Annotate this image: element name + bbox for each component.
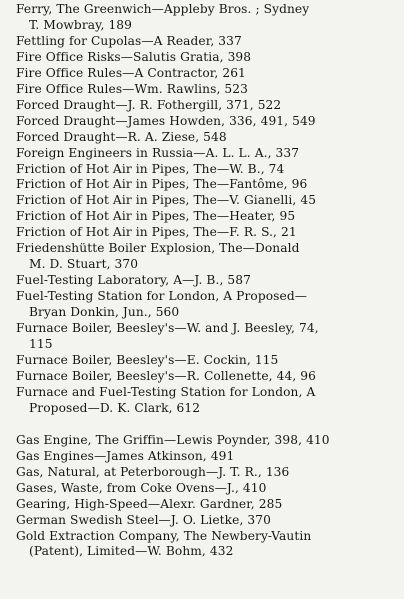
index-entry bbox=[16, 449, 400, 465]
index-entry bbox=[16, 193, 400, 209]
index-entry bbox=[16, 497, 400, 513]
entry-text: Furnace and Fuel-Testing Station for London, A bbox=[16, 384, 316, 399]
entry-text: Friction of Hot Air in Pipes, The—V. Gianelli, 45 bbox=[16, 193, 317, 208]
index-entry bbox=[16, 433, 400, 449]
entry-continuation: 115 bbox=[29, 337, 53, 352]
index-entry bbox=[16, 529, 400, 561]
entry-text: Friedenshütte Boiler Explosion, The—Donald bbox=[16, 241, 300, 256]
index-entry bbox=[16, 114, 400, 130]
entry-text: Gearing, High-Speed—Alexr. Gardner, 285 bbox=[16, 496, 283, 511]
entry-text: Forced Draught—R. A. Ziese, 548 bbox=[16, 129, 227, 144]
index-entry bbox=[16, 209, 400, 225]
index-entry bbox=[16, 321, 400, 353]
entry-text: Foreign Engineers in Russia—A. L. L. A., 337 bbox=[16, 145, 300, 160]
entry-text: Gas Engine, The Griffin—Lewis Poynder, 398, 410 bbox=[16, 432, 330, 447]
index-entry bbox=[16, 2, 400, 34]
entry-text: Fettling for Cupolas—A Reader, 337 bbox=[16, 33, 242, 48]
index-entry bbox=[16, 130, 400, 146]
entry-text: Friction of Hot Air in Pipes, The—Fantôme, 96 bbox=[16, 177, 308, 192]
index-entry bbox=[16, 385, 400, 417]
entry-text: Gas Engines—James Atkinson, 491 bbox=[16, 448, 235, 463]
entry-text: Fire Office Risks—Salutis Gratia, 398 bbox=[16, 49, 252, 64]
entry-text: Forced Draught—James Howden, 336, 491, 549 bbox=[16, 113, 316, 128]
index-entry bbox=[16, 481, 400, 497]
entry-continuation: Bryan Donkin, Jun., 560 bbox=[29, 305, 180, 320]
index-entry bbox=[16, 98, 400, 114]
entry-text: Fuel-Testing Station for London, A Proposed— bbox=[16, 289, 308, 304]
entry-text: Furnace Boiler, Beesley's—E. Cockin, 115 bbox=[16, 352, 279, 367]
correspondence-index bbox=[16, 2, 400, 560]
entry-text: German Swedish Steel—J. O. Lietke, 370 bbox=[16, 512, 271, 527]
index-entry bbox=[16, 162, 400, 178]
entry-text: Furnace Boiler, Beesley's—R. Collenette, 44, 96 bbox=[16, 368, 316, 383]
entry-continuation: T. Mowbray, 189 bbox=[29, 17, 133, 32]
entry-text: Fire Office Rules—Wm. Rawlins, 523 bbox=[16, 81, 248, 96]
entry-text: Gases, Waste, from Coke Ovens—J., 410 bbox=[16, 480, 267, 495]
entry-text: Friction of Hot Air in Pipes, The—W. B., 74 bbox=[16, 161, 285, 176]
index-entry bbox=[16, 465, 400, 481]
index-entry bbox=[16, 225, 400, 241]
entry-text: Furnace Boiler, Beesley's—W. and J. Beesley, 74, bbox=[16, 321, 319, 336]
index-entry bbox=[16, 241, 400, 273]
index-entry bbox=[16, 82, 400, 98]
entry-text: Fuel-Testing Laboratory, A—J. B., 587 bbox=[16, 273, 251, 288]
index-entry bbox=[16, 50, 400, 66]
entry-text: Ferry, The Greenwich—Appleby Bros. ; Sydney bbox=[16, 2, 310, 16]
index-entry bbox=[16, 289, 400, 321]
index-entry bbox=[16, 353, 400, 369]
index-entry bbox=[16, 66, 400, 82]
index-entry bbox=[16, 146, 400, 162]
entry-text: Gas, Natural, at Peterborough—J. T. R., 136 bbox=[16, 464, 290, 479]
entry-text: Fire Office Rules—A Contractor, 261 bbox=[16, 65, 246, 80]
entry-text: Forced Draught—J. R. Fothergill, 371, 522 bbox=[16, 97, 282, 112]
entry-continuation: Proposed—D. K. Clark, 612 bbox=[29, 400, 201, 415]
index-entry bbox=[16, 177, 400, 193]
entry-text: Friction of Hot Air in Pipes, The—Heater, 95 bbox=[16, 209, 296, 224]
section-gap bbox=[16, 417, 400, 433]
index-entry bbox=[16, 273, 400, 289]
entry-continuation: M. D. Stuart, 370 bbox=[29, 257, 139, 272]
entry-text: Friction of Hot Air in Pipes, The—F. R. S., 21 bbox=[16, 225, 297, 240]
entry-text: Gold Extraction Company, The Newbery-Vautin bbox=[16, 528, 312, 543]
index-entry bbox=[16, 513, 400, 529]
index-entry bbox=[16, 369, 400, 385]
entry-continuation: (Patent), Limited—W. Bohm, 432 bbox=[29, 544, 234, 559]
index-entry bbox=[16, 34, 400, 50]
